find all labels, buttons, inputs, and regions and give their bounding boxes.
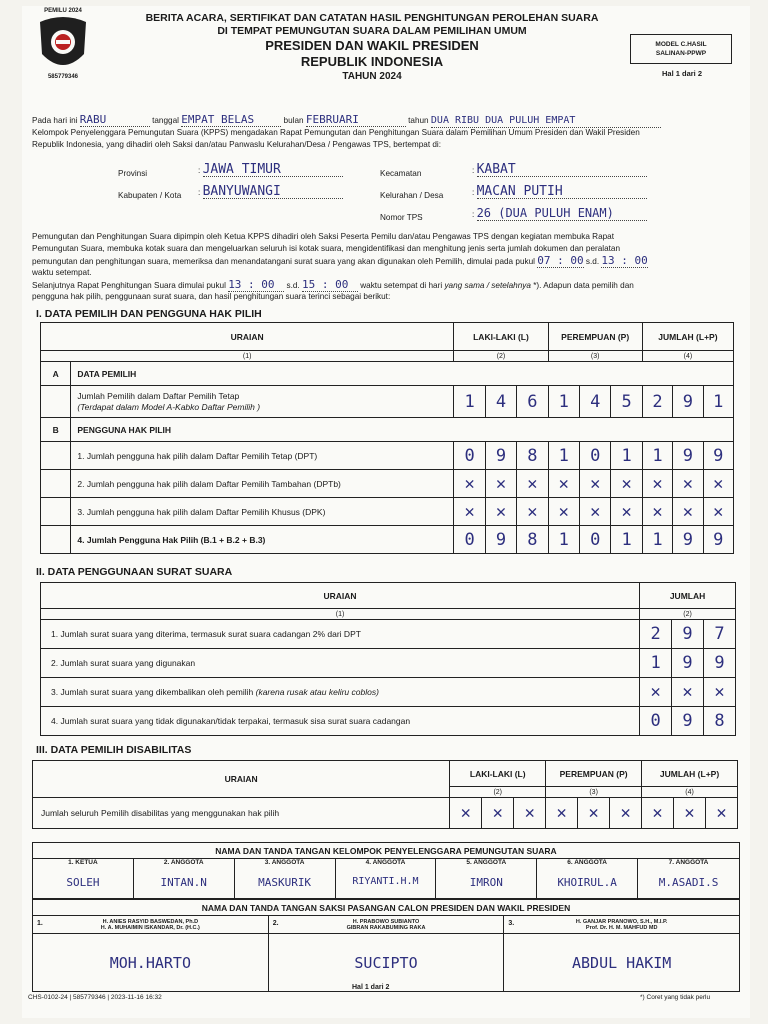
table-row bbox=[41, 678, 736, 707]
kpps-role-5: 5. ANGGOTA bbox=[466, 859, 507, 866]
s1-b2-cross: ✕ bbox=[485, 470, 516, 498]
field-kelurahan: MACAN PUTIH bbox=[477, 186, 647, 199]
s1-a1-digit: 6 bbox=[517, 386, 548, 418]
table-row bbox=[41, 442, 734, 470]
s2-r4-digit: 8 bbox=[704, 707, 736, 736]
s2-col-uraian: URAIAN bbox=[41, 583, 640, 609]
s1-b1-digit: 1 bbox=[642, 442, 672, 470]
footer-code: CHS-0102-24 | 585779346 | 2023-11-16 16:32 bbox=[28, 994, 162, 1001]
table-row bbox=[41, 470, 734, 498]
s2-r3-cross: ✕ bbox=[672, 678, 704, 707]
saksi-name-3: ABDUL HAKIM bbox=[572, 953, 672, 972]
field-tanggal: EMPAT BELAS bbox=[181, 114, 281, 127]
s3-col-uraian: URAIAN bbox=[33, 761, 450, 798]
field-tps: 26 (DUA PULUH ENAM) bbox=[477, 208, 647, 221]
label-tahun: tahun bbox=[408, 116, 429, 125]
s1-b3-cross: ✕ bbox=[673, 498, 703, 526]
saksi-name-2: SUCIPTO bbox=[354, 953, 418, 972]
s1-b3-cross: ✕ bbox=[517, 498, 548, 526]
kpps-name-4: RIYANTI.H.M bbox=[352, 876, 419, 887]
kpps-member-2 bbox=[133, 859, 234, 899]
s1-b1-digit: 0 bbox=[579, 442, 610, 470]
s1-col-jumlah: JUMLAH (L+P) bbox=[642, 323, 733, 351]
s1-b4-digit: 0 bbox=[454, 526, 485, 554]
table-row bbox=[41, 386, 734, 418]
s2-r1-digit: 7 bbox=[704, 620, 736, 649]
saksi-pair-3 bbox=[504, 916, 740, 934]
s3-r1-cross: ✕ bbox=[674, 798, 706, 829]
header-line-2: DI TEMPAT PEMUNGUTAN SUARA DALAM PEMILIHAN UMUM bbox=[217, 25, 527, 37]
logo-text: PEMILU 2024 bbox=[44, 8, 82, 14]
label-tanggal: tanggal bbox=[152, 116, 179, 125]
s1-b1-digit: 1 bbox=[548, 442, 579, 470]
section-1-title: I. DATA PEMILIH DAN PENGGUNA HAK PILIH bbox=[36, 308, 262, 320]
field-bulan: FEBRUARI bbox=[306, 114, 406, 127]
document-header bbox=[102, 12, 642, 84]
label-provinsi: Provinsi bbox=[118, 169, 148, 178]
saksi-signature-1 bbox=[33, 934, 269, 992]
para-line-5-d: *). Adapun data pemilih dan bbox=[533, 281, 634, 290]
form-page: 585779346 PEMILU 2024 BERITA ACARA, SERTIFIKAT DAN CATATAN HASIL PENGHITUNGAN PEROLEHAN SUARA DI TEMPAT PEMUNGUTAN SUARA DALAM PEMILIHAN UMUM PRESIDEN DAN WAKIL PRESIDEN REPUBLIK INDONESIA TAHUN 2024 MODEL C.HASIL SALINAN-PPWP Hal 1 dari 2 Pada hari ini RABU tanggal EMPAT BELAS bulan FEBRUARI tahun DUA RIBU DUA PULUH EMPAT Kelompok Penyelenggara Pemungutan Suara (KPPS) mengadakan Rapat Pemungutan dan Penghitungan Suara dalam Pemilihan Umum Presiden dan Wakil Presiden Republik Indonesia, yang dihadiri oleh Saksi dan/atau Panwaslu Kelurahan/Desa / Pengawas TPS, bertempat di: Provinsi : JAWA TIMUR Kabupaten / Kota : BANYUWANGI Kecamatan : KABAT Kelurahan / Desa : MACAN PUTIH Nomor TPS : 26 (DUA PULUH ENAM) Pemungutan dan Penghitungan Suara dipimpin oleh Ketua KPPS dihadiri oleh Saksi Peserta Pemilu dan/atau Pengawas TPS dengan kegiatan membuka Rapat Pemungutan Suara, membuka kotak suara dan mengeluarkan seluruh isi kotak suara, mengidentifikasi dan menghitung jenis serta jumlah dokumen dan peralatan pemungutan dan penghitungan suara, memeriksa dan menandatangani surat suara yang akan digunakan oleh Pemilih, dimulai pada pukul 07 : 00 s.d. 13 : 00 waktu setempat. Selanjutnya Rapat Penghitungan Suara dimulai pukul 13 : 00 s.d. 15 : 00 waktu setempat di hari yang sama / setelahnya *). Adapun data pemilih dan pengguna hak pilih, penggunaan surat suara, dan hasil penghitungan suara terinci sebagai berikut: I. DATA PEMILIH DAN PENGGUNA HAK PILIH URAIAN LAKI-LAKI (L) PEREMPUAN (P) JUMLAH (L+P) (1) (2) (3) (4) A DATA PEMILIH Jumlah Pemilih dalam Daftar Pemilih Tetap (Terdapat dalam Model A-Kabko Daftar Pemilih ) 1 4 6 1 4 5 2 9 1 B PENGGUNA HAK PILIH 1. Jumlah pengguna hak pilih dalam Daftar Pemilih Tetap (DPT) 0 9 8 1 0 1 1 9 9 2. Jumlah pengguna hak pilih dalam Daftar Pemilih Tambahan (DPTb) ✕ ✕ ✕ ✕ ✕ ✕ ✕ ✕ ✕ 3. Jumlah pengguna hak pilih dalam Daftar Pemilih Khusus (DPK) ✕ ✕ ✕ ✕ ✕ ✕ ✕ ✕ ✕ 4. Jumlah Pengguna Hak Pilih (B.1 + B.2 + B.3) 0 9 8 1 0 1 1 9 9 II. DATA PENGGUNAAN SURAT SUARA URAIAN JUMLAH (1) (2) 1. Jumlah surat suara yang diterima, termasuk surat suara cadangan 2% dari DPT 2 9 7 2. Jumlah surat suara yang digunakan 1 9 9 3. Jumlah surat suara yang dikembalikan oleh pemilih (karena rusak atau keliru coblos) ✕ ✕ ✕ 4. Jumlah surat suara yang tidak digunakan/tidak terpakai, termasuk sisa surat suara cadangan 0 9 8 III. DATA PEMILIH DISABILITAS URAIAN LAKI-LAKI (L) PEREMPUAN (P) JUMLAH (L+P) (2) (3) (4) Jumlah seluruh Pemilih disabilitas yang menggunakan hak pilih ✕ ✕ ✕ ✕ ✕ ✕ ✕ ✕ ✕ NAMA DAN TANDA TANGAN KELOMPOK PENYELENGGARA PEMUNGUTAN SUARA 1. KETUA SOLEH 2. ANGGOTA INTAN.N 3. ANGGOTA MASKURIK 4. ANGGOTA RIYANTI.H.M 5. ANGGOTA IMRON 6. ANGGOTA KHOIRUL.A 7. ANGGOTA M.ASADI.S NAMA DAN TANDA TANGAN SAKSI PASANGAN CALON PRESIDEN DAN WAKIL PRESIDEN 1. H. ANIES RASYID BASWEDAN, Ph.D H. A. MUHAIMIN ISKANDAR, Dr. (H.C.) 2. H. PRABOWO SUBIANTO GIBRAN RAKABUMING RAKA 3. H. GANJAR PRANOWO, S.H., M.I.P. Prof. Dr. H. M. MAHFUD MD MOH.HARTO SUCIPTO ABDUL HAKIM CHS-0102-24 | 585779346 | 2023-11-16 16:32 Hal 1 dari 2 *) Coret yang tidak perlu bbox=[22, 6, 750, 1018]
field-kecamatan: KABAT bbox=[477, 164, 647, 177]
kpps-role-6: 6. ANGGOTA bbox=[567, 859, 607, 866]
kpps-member-7 bbox=[638, 859, 740, 899]
kpps-role-1: 1. KETUA bbox=[68, 859, 98, 866]
label-kabupaten: Kabupaten / Kota bbox=[118, 191, 182, 200]
s2-r2-digit: 1 bbox=[640, 649, 672, 678]
s1-b4-text: 4. Jumlah Pengguna Hak Pilih (B.1 + B.2 + B.3) bbox=[71, 526, 454, 554]
kpps-name-5: IMRON bbox=[469, 876, 503, 889]
s1-b1-text: 1. Jumlah pengguna hak pilih dalam Daftar Pemilih Tetap (DPT) bbox=[71, 442, 454, 470]
kpps-role-2: 2. ANGGOTA bbox=[163, 859, 204, 866]
s1-a1-digit: 1 bbox=[703, 386, 733, 418]
s1-b4-digit: 9 bbox=[673, 526, 703, 554]
table-row bbox=[41, 707, 736, 736]
s3-r1-cross: ✕ bbox=[578, 798, 610, 829]
s1-b3-cross: ✕ bbox=[611, 498, 642, 526]
header-line-4: REPUBLIK INDONESIA bbox=[300, 54, 444, 69]
label-bulan: bulan bbox=[283, 116, 304, 125]
s1-b2-cross: ✕ bbox=[579, 470, 610, 498]
s3-col-perempuan: PEREMPUAN (P) bbox=[546, 761, 642, 787]
s2-r2-digit: 9 bbox=[672, 649, 704, 678]
s1-num-2: (2) bbox=[454, 351, 548, 362]
field-provinsi: JAWA TIMUR bbox=[203, 164, 343, 177]
kpps-role-4: 4. ANGGOTA bbox=[365, 859, 406, 866]
header-line-5: TAHUN 2024 bbox=[342, 71, 402, 82]
kpps-member-6 bbox=[537, 859, 638, 899]
signature-table bbox=[32, 842, 740, 899]
s1-b1-digit: 0 bbox=[454, 442, 485, 470]
field-rapat-start: 13 : 00 bbox=[228, 279, 284, 292]
section-2-table bbox=[40, 582, 736, 736]
s1-col-perempuan: PEREMPUAN (P) bbox=[548, 323, 642, 351]
s1-a1-text: Jumlah Pemilih dalam Daftar Pemilih Tetap bbox=[77, 390, 240, 401]
field-tahun: DUA RIBU DUA PULUH EMPAT bbox=[431, 115, 661, 128]
s1-b2-cross: ✕ bbox=[517, 470, 548, 498]
s2-col-jumlah: JUMLAH bbox=[640, 583, 736, 609]
s3-col-jumlah: JUMLAH (L+P) bbox=[642, 761, 738, 787]
kpps-name-7: M.ASADI.S bbox=[658, 876, 719, 889]
s1-b4-digit: 9 bbox=[703, 526, 733, 554]
s1-a1-digit: 9 bbox=[673, 386, 703, 418]
para-line-5 bbox=[32, 279, 747, 292]
table-row bbox=[41, 498, 734, 526]
saksi-pair-1 bbox=[33, 916, 269, 934]
s3-num-4: (4) bbox=[642, 787, 738, 798]
s1-a1-digit: 4 bbox=[579, 386, 610, 418]
intro-para-2: Republik Indonesia, yang dihadiri oleh Saksi dan/atau Panwaslu Kelurahan/Desa / Pengawas TPS, bertempat di: bbox=[32, 140, 442, 149]
s3-r1-cross: ✕ bbox=[546, 798, 578, 829]
s1-b3-cross: ✕ bbox=[454, 498, 485, 526]
s1-b4-digit: 8 bbox=[517, 526, 548, 554]
s1-letter-b: B bbox=[41, 418, 71, 442]
kpps-name-1: SOLEH bbox=[66, 876, 100, 889]
s1-b2-cross: ✕ bbox=[673, 470, 703, 498]
s1-b2-text: 2. Jumlah pengguna hak pilih dalam Daftar Pemilih Tambahan (DPTb) bbox=[71, 470, 454, 498]
label-tps: Nomor TPS bbox=[380, 213, 423, 222]
s1-b1-digit: 9 bbox=[485, 442, 516, 470]
s1-a1-digit: 4 bbox=[485, 386, 516, 418]
label-sd-2: s.d. bbox=[286, 281, 300, 290]
s1-b1-digit: 9 bbox=[673, 442, 703, 470]
page-indicator-top: Hal 1 dari 2 bbox=[661, 69, 703, 78]
kpps-role-7: 7. ANGGOTA bbox=[668, 859, 709, 866]
s1-a1-digit: 2 bbox=[642, 386, 672, 418]
s1-b2-cross: ✕ bbox=[642, 470, 672, 498]
s2-r3-cell bbox=[41, 678, 640, 707]
saksi-pair-1-b: H. A. MUHAIMIN ISKANDAR, Dr. (H.C.) bbox=[100, 924, 200, 931]
s1-num-1: (1) bbox=[41, 351, 454, 362]
s3-r1-cross: ✕ bbox=[482, 798, 514, 829]
s2-r4-digit: 9 bbox=[672, 707, 704, 736]
s1-a1-digit: 1 bbox=[548, 386, 579, 418]
s3-col-laki: LAKI-LAKI (L) bbox=[450, 761, 546, 787]
s1-b4-digit: 1 bbox=[611, 526, 642, 554]
saksi-signature-2 bbox=[268, 934, 504, 992]
s1-b3-cross: ✕ bbox=[485, 498, 516, 526]
para-line-5-c: yang sama / setelahnya bbox=[444, 281, 531, 290]
s2-r4-digit: 0 bbox=[640, 707, 672, 736]
para-line-5-text: Selanjutnya Rapat Penghitungan Suara dimulai pukul bbox=[32, 281, 226, 290]
s1-b3-cross: ✕ bbox=[703, 498, 733, 526]
table-row bbox=[41, 649, 736, 678]
label-pada-hari-ini: Pada hari ini bbox=[32, 116, 78, 125]
section-3-title: III. DATA PEMILIH DISABILITAS bbox=[36, 744, 192, 756]
kpps-role-3: 3. ANGGOTA bbox=[264, 859, 305, 866]
s1-b4-digit: 1 bbox=[642, 526, 672, 554]
s2-r2-digit: 9 bbox=[704, 649, 736, 678]
s1-letter-a: A bbox=[41, 362, 71, 386]
header-line-3: PRESIDEN DAN WAKIL PRESIDEN bbox=[265, 38, 479, 53]
s1-b2-cross: ✕ bbox=[703, 470, 733, 498]
s1-b4-digit: 9 bbox=[485, 526, 516, 554]
s1-b2-cross: ✕ bbox=[611, 470, 642, 498]
s2-r2-text: 2. Jumlah surat suara yang digunakan bbox=[41, 649, 640, 678]
s3-r1-cross: ✕ bbox=[450, 798, 482, 829]
s1-b2-cross: ✕ bbox=[454, 470, 485, 498]
label-sd-1: s.d. bbox=[585, 257, 600, 266]
label-kecamatan: Kecamatan bbox=[380, 169, 422, 178]
s3-r1-cross: ✕ bbox=[642, 798, 674, 829]
s2-r3-cross: ✕ bbox=[704, 678, 736, 707]
saksi-no-3: 3. bbox=[508, 920, 515, 927]
s1-b3-cross: ✕ bbox=[642, 498, 672, 526]
para-line-2: Pemungutan Suara, membuka kotak suara dan mengeluarkan seluruh isi kotak suara, mengidentifikasi dan menghitung jenis serta jumlah dokumen dan peralatan bbox=[32, 244, 621, 253]
s2-r1-text: 1. Jumlah surat suara yang diterima, termasuk surat suara cadangan 2% dari DPT bbox=[41, 620, 640, 649]
section-2-title: II. DATA PENGGUNAAN SURAT SUARA bbox=[36, 566, 233, 578]
kpps-name-6: KHOIRUL.A bbox=[557, 876, 617, 889]
kpps-member-4 bbox=[335, 859, 436, 899]
s2-r3-cross: ✕ bbox=[640, 678, 672, 707]
saksi-no-1: 1. bbox=[37, 920, 43, 927]
table-row bbox=[41, 620, 736, 649]
saksi-pair-2-b: GIBRAN RAKABUMING RAKA bbox=[346, 924, 426, 931]
s2-r3-note: (karena rusak atau keliru coblos) bbox=[255, 687, 379, 697]
kpps-member-5 bbox=[436, 859, 537, 899]
table-row bbox=[41, 526, 734, 554]
s3-num-2: (2) bbox=[450, 787, 546, 798]
s1-a1-digit: 5 bbox=[611, 386, 642, 418]
field-end-time: 13 : 00 bbox=[601, 254, 648, 267]
field-start-time: 07 : 00 bbox=[537, 254, 584, 267]
saksi-signature-3 bbox=[504, 934, 740, 992]
kpps-name-3: MASKURIK bbox=[258, 876, 312, 889]
s1-a-title: DATA PEMILIH bbox=[71, 362, 734, 386]
s2-r4-text: 4. Jumlah surat suara yang tidak digunakan/tidak terpakai, termasuk sisa surat suara cadangan bbox=[41, 707, 640, 736]
model-line-1: MODEL C.HASIL bbox=[655, 41, 707, 48]
s1-b2-cross: ✕ bbox=[548, 470, 579, 498]
model-box bbox=[630, 34, 732, 64]
para-line-1: Pemungutan dan Penghitungan Suara dipimpin oleh Ketua KPPS dihadiri oleh Saksi Peserta Pemilu dan/atau Pengawas TPS dengan kegiatan membuka Rapat bbox=[32, 232, 614, 241]
saksi-title: NAMA DAN TANDA TANGAN SAKSI PASANGAN CALON PRESIDEN DAN WAKIL PRESIDEN bbox=[33, 900, 740, 916]
s3-r1-cross: ✕ bbox=[610, 798, 642, 829]
intro-para-1: Kelompok Penyelenggara Pemungutan Suara (KPPS) mengadakan Rapat Pemungutan dan Penghitungan Suara dalam Pemilihan Umum Presiden dan Wakil Presiden bbox=[32, 128, 640, 137]
s1-b1-digit: 9 bbox=[703, 442, 733, 470]
field-rapat-end: 15 : 00 bbox=[302, 279, 358, 292]
s1-b3-text: 3. Jumlah pengguna hak pilih dalam Daftar Pemilih Khusus (DPK) bbox=[71, 498, 454, 526]
s1-b4-digit: 1 bbox=[548, 526, 579, 554]
s2-num-2: (2) bbox=[640, 609, 736, 620]
footer-note: *) Coret yang tidak perlu bbox=[640, 994, 711, 1001]
header-line-1: BERITA ACARA, SERTIFIKAT DAN CATATAN HASIL PENGHITUNGAN PEROLEHAN SUARA bbox=[145, 12, 599, 24]
saksi-pair-2 bbox=[268, 916, 504, 934]
s1-b1-digit: 1 bbox=[611, 442, 642, 470]
s1-num-3: (3) bbox=[548, 351, 642, 362]
s1-b3-cross: ✕ bbox=[579, 498, 610, 526]
section-3-table bbox=[32, 760, 738, 829]
s2-num-1: (1) bbox=[41, 609, 640, 620]
kpu-logo bbox=[36, 14, 90, 82]
s2-r1-digit: 2 bbox=[640, 620, 672, 649]
saksi-pair-1-a: H. ANIES RASYID BASWEDAN, Ph.D bbox=[102, 918, 199, 925]
kpps-member-1 bbox=[33, 859, 134, 899]
s1-b3-cross: ✕ bbox=[548, 498, 579, 526]
saksi-pair-3-b: Prof. Dr. H. M. MAHFUD MD bbox=[585, 924, 658, 931]
kpps-member-3 bbox=[234, 859, 335, 899]
s3-r1-cross: ✕ bbox=[514, 798, 546, 829]
s2-r1-digit: 9 bbox=[672, 620, 704, 649]
field-kabupaten: BANYUWANGI bbox=[203, 186, 343, 199]
label-kelurahan: Kelurahan / Desa bbox=[380, 191, 444, 200]
intro-date-line bbox=[32, 114, 742, 128]
para-line-3 bbox=[32, 255, 747, 268]
s1-col-laki: LAKI-LAKI (L) bbox=[454, 323, 548, 351]
s1-b4-digit: 0 bbox=[579, 526, 610, 554]
s3-r1-cross: ✕ bbox=[705, 798, 737, 829]
s1-b1-digit: 8 bbox=[517, 442, 548, 470]
s1-a1-note: (Terdapat dalam Model A-Kabko Daftar Pemilih ) bbox=[77, 401, 261, 412]
model-line-2: SALINAN-PPWP bbox=[655, 50, 707, 57]
saksi-no-2: 2. bbox=[272, 920, 279, 927]
kpps-name-2: INTAN.N bbox=[160, 876, 207, 889]
table-row bbox=[33, 798, 738, 829]
s2-r3-text: 3. Jumlah surat suara yang dikembalikan oleh pemilih bbox=[51, 687, 254, 697]
section-1-table bbox=[40, 322, 734, 554]
s3-num-3: (3) bbox=[546, 787, 642, 798]
field-hari: RABU bbox=[80, 114, 150, 127]
s3-r1-text: Jumlah seluruh Pemilih disabilitas yang menggunakan hak pilih bbox=[33, 798, 450, 829]
para-line-4: waktu setempat. bbox=[32, 268, 92, 277]
footer-page: Hal 1 dari 2 bbox=[352, 984, 390, 991]
saksi-pair-3-a: H. GANJAR PRANOWO, S.H., M.I.P. bbox=[575, 918, 668, 925]
s1-num-4: (4) bbox=[642, 351, 733, 362]
saksi-pair-2-a: H. PRABOWO SUBIANTO bbox=[352, 918, 420, 925]
para-line-3-text: pemungutan dan penghitungan suara, memeriksa dan menandatangani surat suara yang akan digunakan oleh Pemilih, dimulai pada pukul bbox=[32, 257, 535, 266]
saksi-name-1: MOH.HARTO bbox=[109, 953, 191, 972]
s1-a1-digit: 1 bbox=[454, 386, 485, 418]
para-line-6: pengguna hak pilih, penggunaan surat suara, dan hasil penghitungan suara terinci sebagai berikut: bbox=[32, 292, 391, 301]
logo-code: 585779346 bbox=[47, 74, 79, 80]
kpps-title: NAMA DAN TANDA TANGAN KELOMPOK PENYELENGGARA PEMUNGUTAN SUARA bbox=[33, 843, 740, 859]
para-line-5-b: waktu setempat di hari bbox=[360, 281, 443, 290]
s1-b-title: PENGGUNA HAK PILIH bbox=[71, 418, 734, 442]
s1-col-uraian: URAIAN bbox=[41, 323, 454, 351]
saksi-table bbox=[32, 899, 740, 992]
